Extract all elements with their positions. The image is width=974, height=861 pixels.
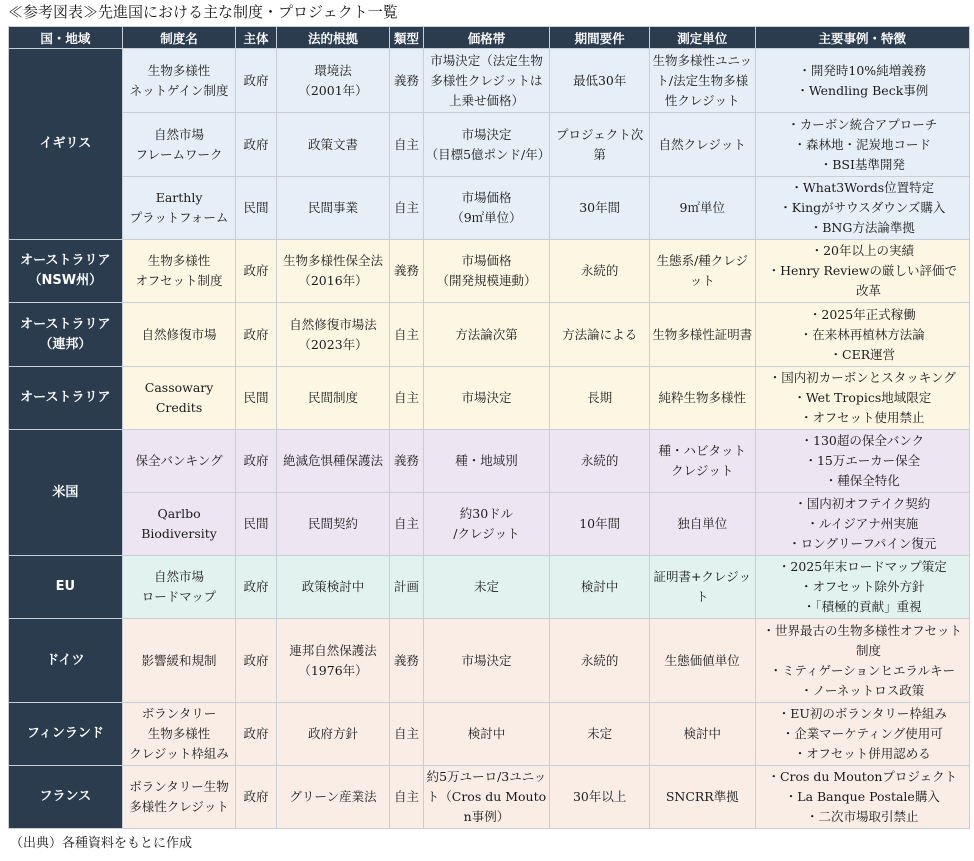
features-cell (755, 49, 969, 113)
header-period: 期間要件 (550, 27, 650, 49)
type-cell: 義務 (390, 619, 423, 703)
table-row (9, 49, 970, 113)
period-cell: 未定 (550, 703, 650, 766)
unit-cell: 生態価値単位 (649, 619, 755, 703)
header-entity: 主体 (236, 27, 276, 49)
feature-item: 制度 (843, 642, 882, 658)
feature-item: ・カーボン統合アプローチ (787, 116, 938, 132)
feature-item: ・BNG方法論準拠 (809, 220, 915, 235)
features-cell (755, 303, 969, 367)
legal-basis-cell: 絶滅危惧種保護法 (276, 430, 390, 493)
entity-cell: 政府 (236, 49, 276, 113)
source-note: （出典）各種資料をもとに作成 (10, 836, 193, 851)
region-cell: イギリス (9, 49, 123, 240)
feature-item: ・What3Words位置特定 (790, 180, 935, 195)
scheme-name-cell: ボランタリー 生物多様性 クレジット枠組み (122, 703, 236, 766)
price-cell: 市場決定 (423, 619, 550, 703)
period-cell: 長期 (550, 367, 650, 430)
feature-item: ・ノーネットロス政策 (800, 682, 925, 698)
feature-item: ・世界最古の生物多様性オフセット (762, 622, 963, 638)
price-cell: 市場決定 （目標5億ポンド/年） (423, 113, 550, 177)
features-cell (755, 493, 969, 556)
type-cell: 自主 (390, 303, 423, 367)
entity-cell: 政府 (236, 556, 276, 619)
legal-basis-cell: 民間制度 (276, 367, 390, 430)
unit-cell: 純粋生物多様性 (649, 367, 755, 430)
type-cell: 自主 (390, 367, 423, 430)
period-cell: 30年間 (550, 177, 650, 240)
unit-cell: 生物多様性証明書 (649, 303, 755, 367)
header-region: 国・地域 (9, 27, 123, 49)
header-unit: 測定単位 (649, 27, 755, 49)
legal-basis-cell: 政策検討中 (276, 556, 390, 619)
table-row (9, 766, 970, 829)
price-cell: 方法論次第 (423, 303, 550, 367)
period-cell: プロジェクト次第 (550, 113, 650, 177)
feature-item: ・15万エーカー保全 (804, 453, 921, 468)
legal-basis-cell: 連邦自然保護法 （1976年） (276, 619, 390, 703)
table-row (9, 703, 970, 766)
entity-cell: 民間 (236, 177, 276, 240)
features-cell (755, 177, 969, 240)
feature-item: ・国内初カーボンとスタッキング (768, 370, 956, 385)
feature-item: ・ルイジアナ州実施 (806, 516, 919, 531)
table-header-row (9, 27, 970, 49)
table-row (9, 240, 970, 303)
region-cell: 米国 (9, 430, 123, 556)
feature-item: ・20年以上の実績 (810, 243, 914, 258)
feature-item: ・BSI基準開発 (819, 156, 905, 172)
feature-item: ・国内初オフテイク契約 (794, 496, 931, 511)
features-cell (755, 766, 969, 829)
region-cell: EU (9, 556, 123, 619)
unit-cell: SNCRR準拠 (649, 766, 755, 829)
table-row (9, 619, 970, 703)
type-cell: 自主 (390, 766, 423, 829)
scheme-name-cell: 影響緩和規制 (122, 619, 236, 703)
feature-item: ・種保全特化 (824, 473, 900, 488)
feature-item: ・130超の保全バンク (800, 433, 925, 448)
scheme-name-cell: 自然市場 フレームワーク (122, 113, 236, 177)
entity-cell: 政府 (236, 619, 276, 703)
feature-item: ・オフセット使用禁止 (800, 410, 925, 425)
price-cell: 市場決定 (423, 367, 550, 430)
header-legal-basis: 法的根拠 (276, 27, 390, 49)
region-cell: オーストラリア （NSW州） (9, 240, 123, 303)
features-cell (755, 367, 969, 430)
scheme-name-cell: 生物多様性 オフセット制度 (122, 240, 236, 303)
period-cell: 最低30年 (550, 49, 650, 113)
price-cell: 市場価格 （開発規模連動） (423, 240, 550, 303)
type-cell: 自主 (390, 703, 423, 766)
period-cell: 方法論による (550, 303, 650, 367)
scheme-name-cell: 自然市場 ロードマップ (122, 556, 236, 619)
period-cell: 永続的 (550, 430, 650, 493)
entity-cell: 民間 (236, 493, 276, 556)
type-cell: 義務 (390, 430, 423, 493)
feature-item: ・Kingがサウスダウンズ購入 (779, 200, 946, 215)
unit-cell: 生物多様性ユニット/法定生物多様性クレジット (649, 49, 755, 113)
feature-item: ・ミティゲーションヒエラルキー (769, 662, 956, 678)
features-cell (755, 556, 969, 619)
period-cell: 10年間 (550, 493, 650, 556)
legal-basis-cell: 民間事業 (276, 177, 390, 240)
table-row (9, 177, 970, 240)
feature-item: ・2025年正式稼働 (808, 306, 916, 322)
table-row (9, 303, 970, 367)
feature-item: ・オフセット除外方針 (800, 579, 925, 594)
type-cell: 義務 (390, 240, 423, 303)
features-cell (755, 703, 969, 766)
page-title: ≪参考図表≫先進国における主な制度・プロジェクト一覧 (8, 3, 398, 21)
scheme-name-cell: Earthly プラットフォーム (122, 177, 236, 240)
header-scheme: 制度名 (122, 27, 236, 49)
region-cell: フランス (9, 766, 123, 829)
feature-item: ・ロングリーフパイン復元 (788, 536, 937, 551)
feature-item: ・Wet Tropics地域限定 (793, 390, 932, 405)
price-cell: 市場決定（法定生物多様性クレジットは上乗せ価格） (423, 49, 550, 113)
feature-item: ・Wendling Beck事例 (796, 82, 929, 98)
type-cell: 自主 (390, 113, 423, 177)
unit-cell: 検討中 (649, 703, 755, 766)
scheme-table (8, 26, 970, 829)
table-row (9, 113, 970, 177)
header-type: 類型 (390, 27, 423, 49)
type-cell: 自主 (390, 493, 423, 556)
period-cell: 永続的 (550, 619, 650, 703)
feature-item: ・「積極的貢献」重視 (802, 599, 922, 614)
legal-basis-cell: 環境法 （2001年） (276, 49, 390, 113)
type-cell: 計画 (390, 556, 423, 619)
period-cell: 永続的 (550, 240, 650, 303)
unit-cell: 独自単位 (649, 493, 755, 556)
feature-item: ・La Banque Postale購入 (784, 789, 940, 804)
type-cell: 義務 (390, 49, 423, 113)
unit-cell: 種・ハビタット クレジット (649, 430, 755, 493)
scheme-name-cell: Cassowary Credits (122, 367, 236, 430)
legal-basis-cell: 政府方針 (276, 703, 390, 766)
entity-cell: 政府 (236, 766, 276, 829)
price-cell: 検討中 (423, 703, 550, 766)
type-cell: 自主 (390, 177, 423, 240)
region-cell: オーストラリア （連邦） (9, 303, 123, 367)
features-cell (755, 240, 969, 303)
header-price: 価格帯 (423, 27, 550, 49)
legal-basis-cell: 自然修復市場法 （2023年） (276, 303, 390, 367)
unit-cell: 生態系/種クレジット (649, 240, 755, 303)
period-cell: 30年以上 (550, 766, 650, 829)
scheme-name-cell: 保全バンキング (122, 430, 236, 493)
table-row (9, 493, 970, 556)
unit-cell: 自然クレジット (649, 113, 755, 177)
features-cell (755, 619, 969, 703)
features-cell (755, 430, 969, 493)
scheme-name-cell: ボランタリー生物多様性クレジット (122, 766, 236, 829)
entity-cell: 政府 (236, 240, 276, 303)
entity-cell: 政府 (236, 430, 276, 493)
legal-basis-cell: 民間契約 (276, 493, 390, 556)
table-row (9, 367, 970, 430)
feature-item: ・オフセット併用認める (793, 746, 931, 761)
entity-cell: 政府 (236, 113, 276, 177)
feature-item: ・企業マーケティング使用可 (781, 726, 943, 741)
price-cell: 市場価格 （9㎡単位） (423, 177, 550, 240)
entity-cell: 民間 (236, 367, 276, 430)
features-cell (755, 113, 969, 177)
price-cell: 未定 (423, 556, 550, 619)
scheme-name-cell: 自然修復市場 (122, 303, 236, 367)
feature-item: ・開発時10%純増義務 (798, 62, 927, 78)
table-body (9, 49, 970, 829)
feature-item: ・森林地・泥炭地コード (793, 136, 932, 152)
unit-cell: 9㎡単位 (649, 177, 755, 240)
region-cell: フィンランド (9, 703, 123, 766)
price-cell: 約30ドル /クレジット (423, 493, 550, 556)
period-cell: 検討中 (550, 556, 650, 619)
table-row (9, 430, 970, 493)
feature-item: ・2025年末ロードマップ策定 (777, 559, 947, 574)
entity-cell: 政府 (236, 303, 276, 367)
header-features: 主要事例・特徴 (755, 27, 969, 49)
feature-item: ・在来林再植林方法論 (799, 326, 925, 342)
unit-cell: 証明書+クレジット (649, 556, 755, 619)
scheme-name-cell: 生物多様性 ネットゲイン制度 (122, 49, 236, 113)
region-cell: オーストラリア (9, 367, 123, 430)
price-cell: 約5万ユーロ/3ユニット（Cros du Mouton事例） (423, 766, 550, 829)
feature-item: ・二次市場取引禁止 (806, 809, 919, 824)
table-row (9, 556, 970, 619)
feature-item: ・EU初のボランタリー枠組み (777, 706, 947, 721)
legal-basis-cell: グリーン産業法 (276, 766, 390, 829)
legal-basis-cell: 政策文書 (276, 113, 390, 177)
feature-item: ・CER運営 (829, 346, 896, 362)
scheme-name-cell: Qarlbo Biodiversity (122, 493, 236, 556)
entity-cell: 政府 (236, 703, 276, 766)
feature-item: ・Cros du Moutonプロジェクト (767, 769, 958, 784)
region-cell: ドイツ (9, 619, 123, 703)
feature-item: ・Henry Reviewの厳しい評価で (767, 263, 957, 278)
legal-basis-cell: 生物多様性保全法 （2016年） (276, 240, 390, 303)
price-cell: 種・地域別 (423, 430, 550, 493)
feature-item: 改革 (843, 283, 882, 298)
